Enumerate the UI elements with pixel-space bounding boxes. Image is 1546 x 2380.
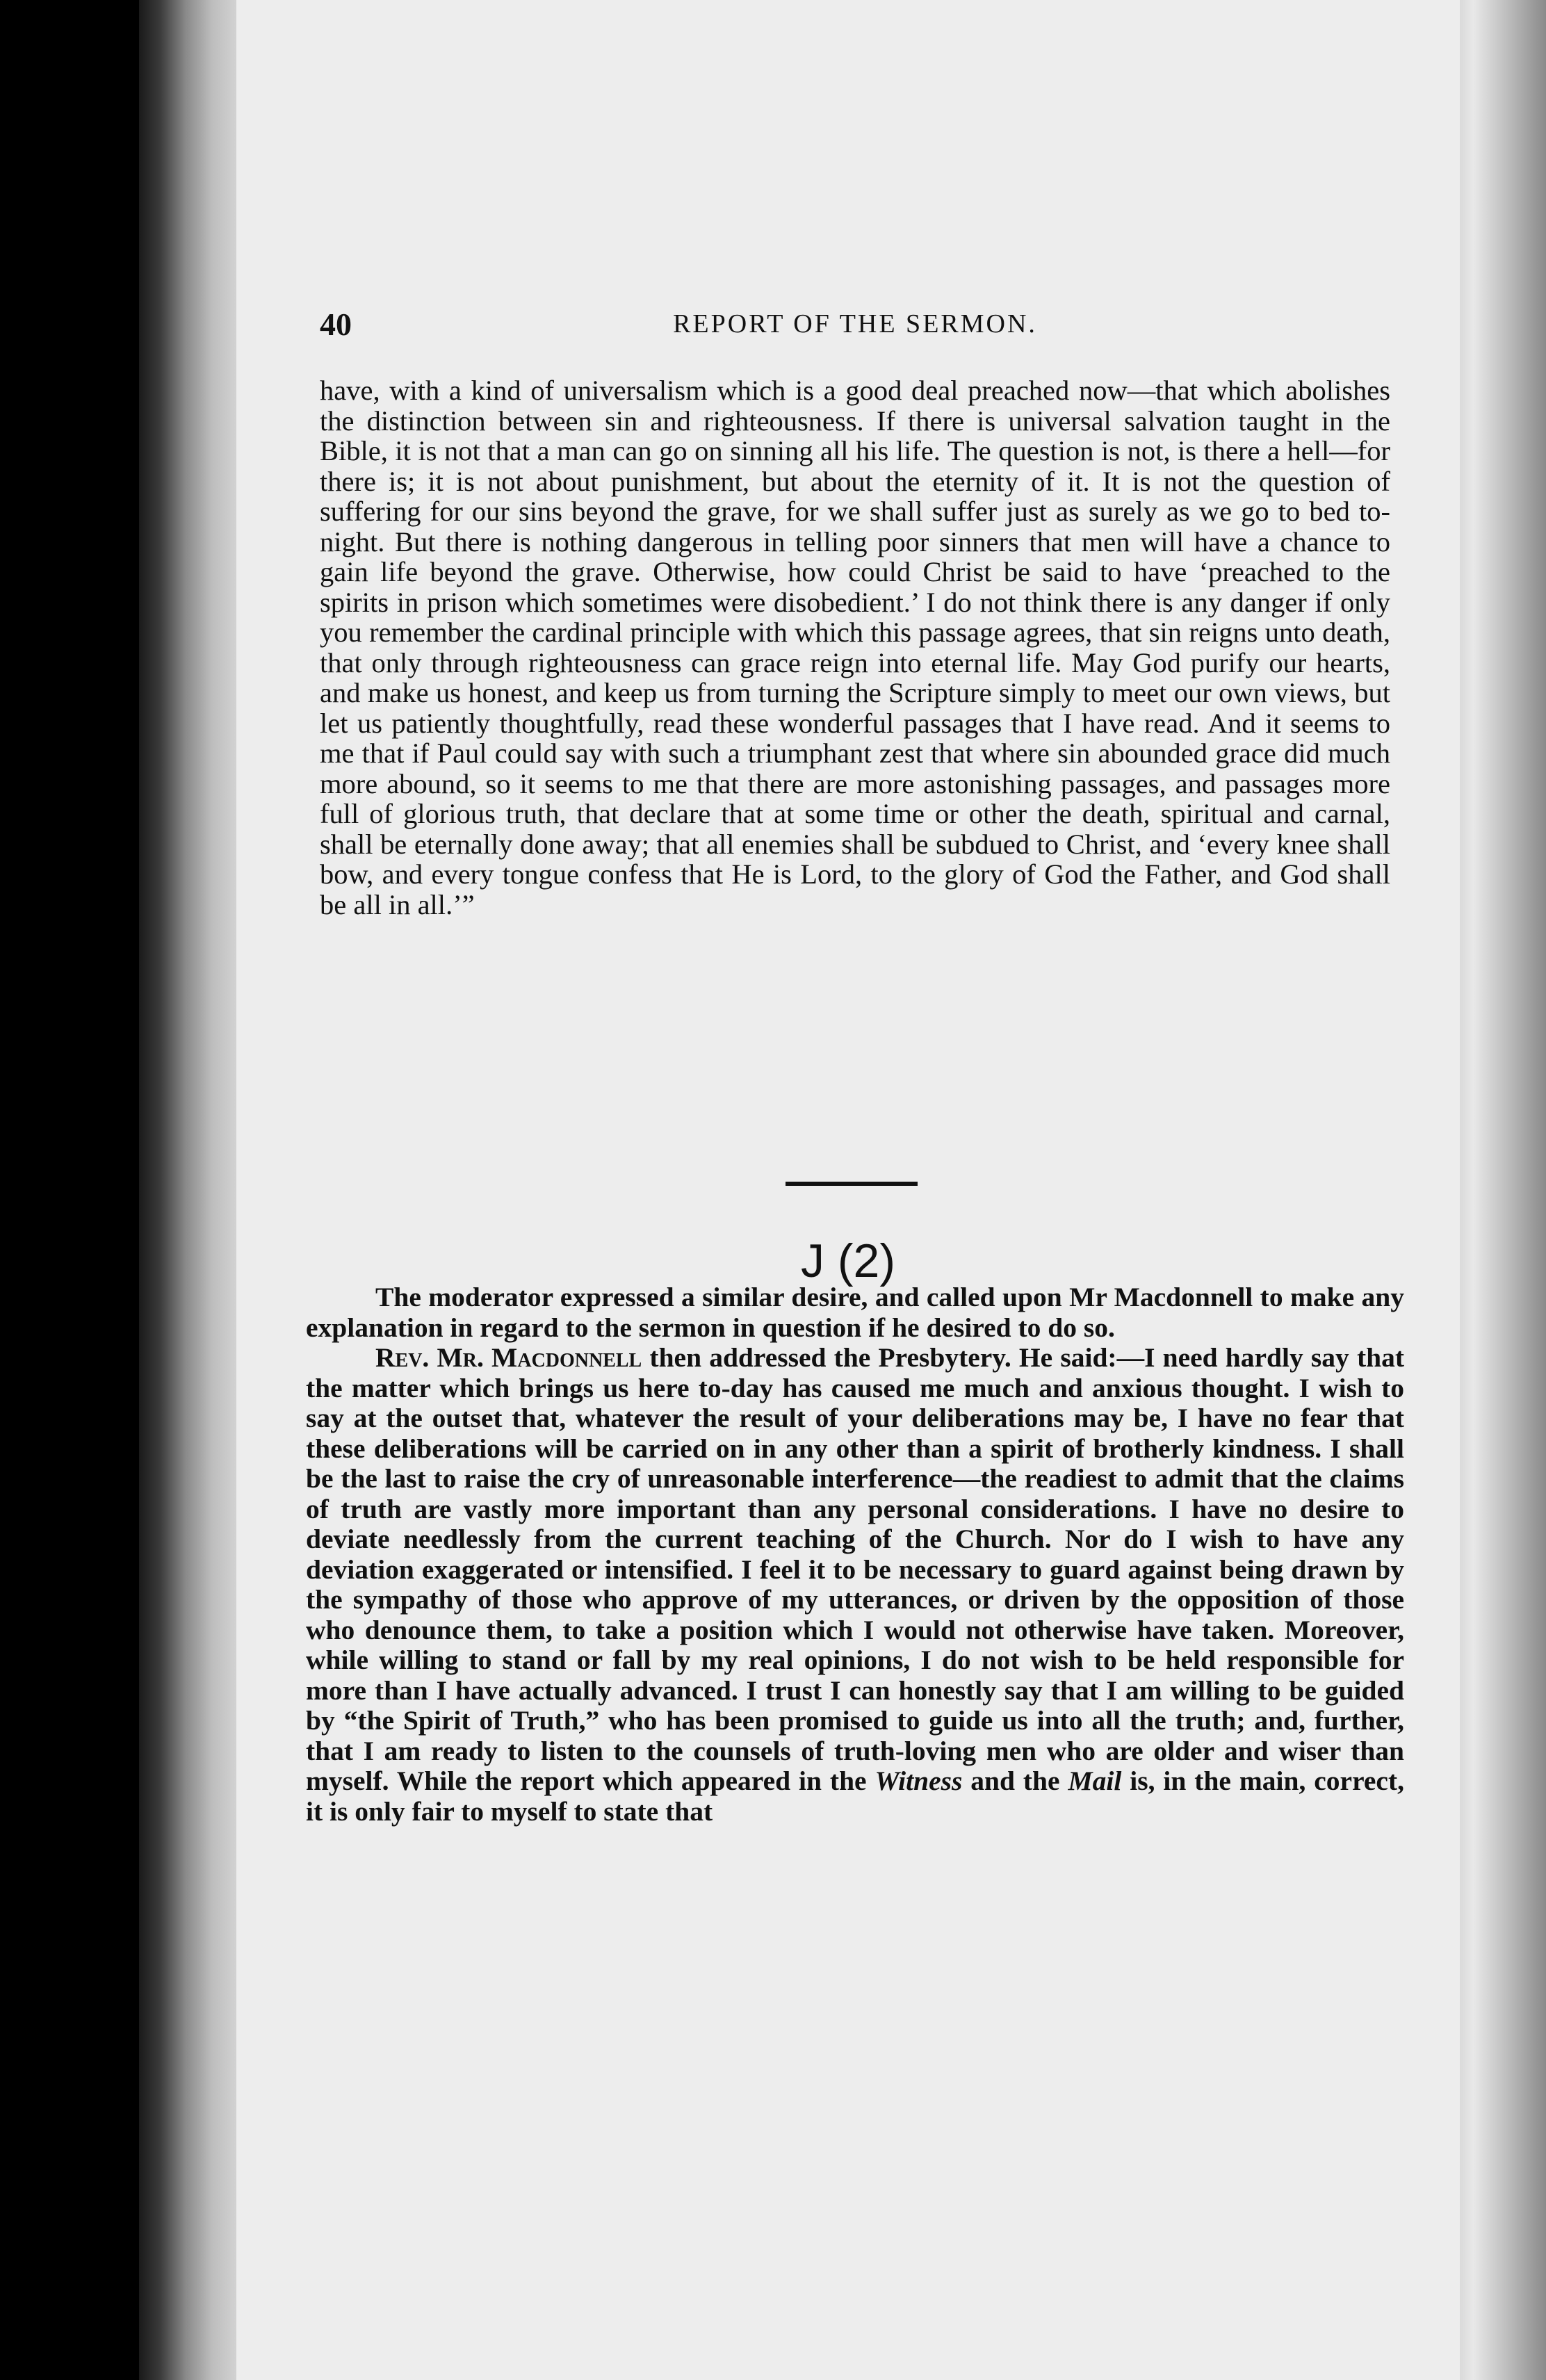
page-number: 40: [320, 307, 352, 342]
paragraph-3: [306, 1343, 1404, 1827]
newspaper-witness: Witness: [874, 1766, 963, 1796]
body-text-bottom: [306, 1282, 1404, 1827]
paragraph-2: The moderator expressed a similar desire, and called upon Mr Macdonnell to make any explanation in regard to the sermon in question if he desired to do so.: [306, 1282, 1404, 1343]
section-divider: [786, 1182, 918, 1186]
newspaper-mail: Mail: [1068, 1766, 1122, 1796]
book-page: [236, 0, 1460, 2380]
paragraph-3-text-c: is, in the main, correct, it is only fair to myself to state that: [306, 1766, 1404, 1827]
page-header: [320, 306, 1390, 348]
paragraph-3-text-b: and the: [962, 1766, 1068, 1796]
body-text-top: [320, 375, 1390, 920]
running-head: REPORT OF THE SERMON.: [673, 309, 1037, 339]
book-edge-left: [139, 0, 243, 2380]
book-edge-right: [1449, 0, 1546, 2380]
speaker-name: Rev. Mr. Macdonnell: [375, 1342, 642, 1373]
paragraph-3-text-a: then addressed the Presbytery. He said:—I need hardly say that the matter which brings us here to-day has caused me much and anxious thought. I wish to say at the outset that, whatever the result of your deliberations may be, I have no fear that these deliberations will be carried on in any other than a spirit of brotherly kindness. I shall be the last to raise the cry of unreasonable interference—the readiest to admit that the claims of truth are vastly more important than any personal considerations. I have no desire to deviate needlessly from the current teaching of the Church. Nor do I wish to have any deviation exaggerated or intensified. I feel it to be necessary to guard against being drawn by the sympathy of those who approve of my utterances, or driven by the opposition of those who denounce them, to take a position which I would not otherwise have taken. Moreover, while willing to stand or fall by my real opinions, I do not wish to be held responsible for more than I have actually advanced. I trust I can honestly say that I am willing to be guided by “the Spirit of Truth,” who has been promised to guide us into all the truth; and, further, that I am ready to listen to the counsels of truth-loving men who are older and wiser than myself. While the report which appeared in the: [306, 1342, 1404, 1796]
paragraph-1: have, with a kind of universalism which is a good deal preached now—that which abolishes the distinction between sin and righteousness. If there is universal salvation taught in the Bible, it is not that a man can go on sinning all his life. The question is not, is there a hell—for there is; it is not about punishment, but about the eternity of it. It is not the question of suffering for our sins beyond the grave, for we shall suffer just as surely as we go to bed to-night. But there is nothing dangerous in telling poor sinners that men will have a chance to gain life beyond the grave. Otherwise, how could Christ be said to have ‘preached to the spirits in prison which sometimes were disobedient.’ I do not think there is any danger if only you remember the cardinal principle with which this passage agrees, that sin reigns unto death, that only through righteousness can grace reign into eternal life. May God purify our hearts, and make us honest, and keep us from turning the Scripture simply to meet our own views, but let us patiently thoughtfully, read these wonderful passages that I have read. And it seems to me that if Paul could say with such a triumphant zest that where sin abounded grace did much more abound, so it seems to me that there are more astonishing passages, and passages more full of glorious truth, that declare that at some time or other the death, spiritual and carnal, shall be eternally done away; that all enemies shall be subdued to Christ, and ‘every knee shall bow, and every tongue confess that He is Lord, to the glory of God the Father, and God shall be all in all.’”: [320, 375, 1390, 920]
section-heading: J (2): [801, 1234, 895, 1287]
